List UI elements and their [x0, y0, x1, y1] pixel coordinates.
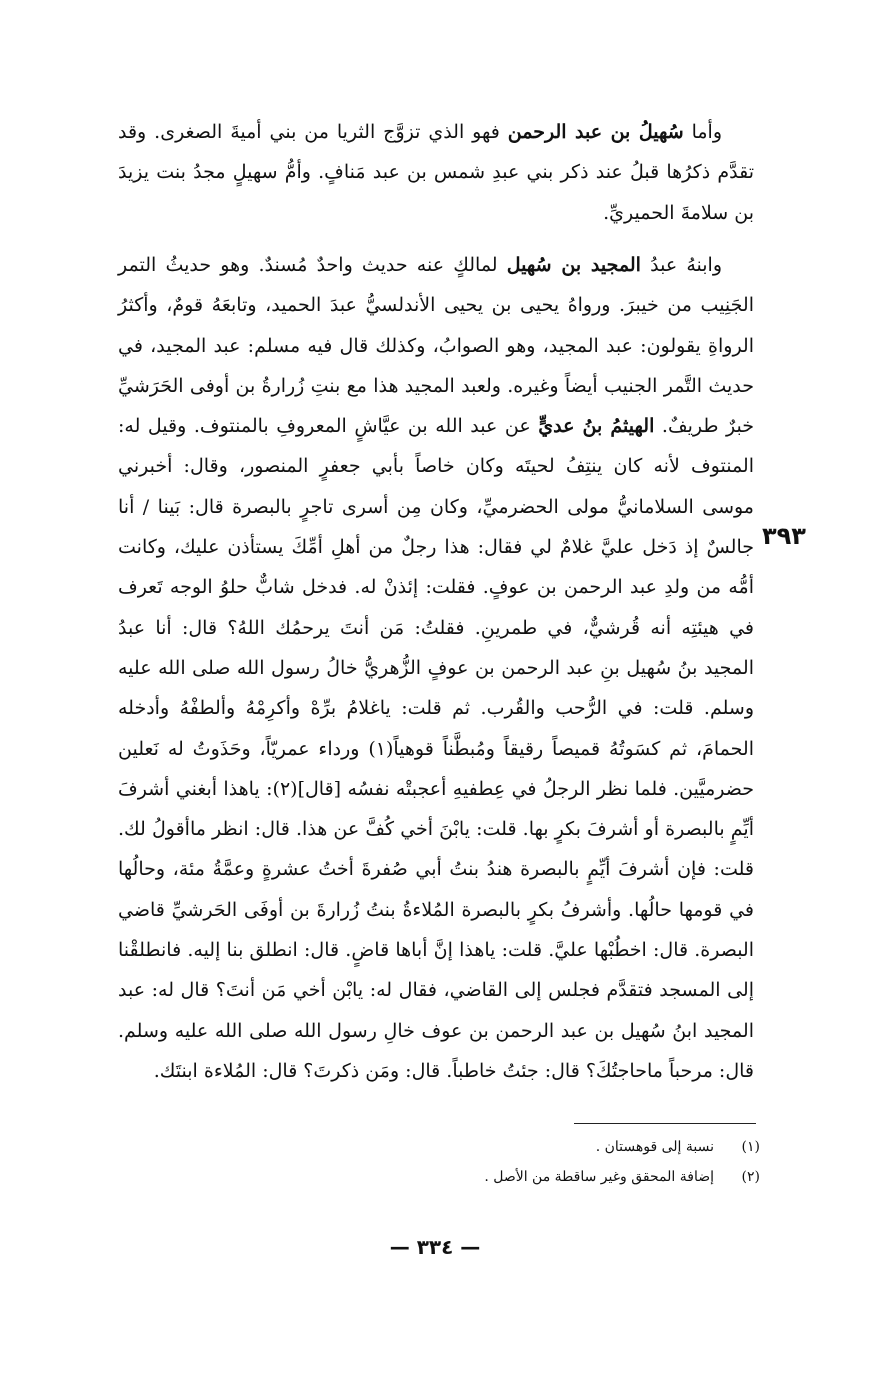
footnote-divider: [574, 1123, 756, 1124]
paragraph1-lead: وأما: [691, 121, 722, 143]
footnote-2: [300, 1162, 760, 1192]
paragraph2-text-a: لمالكٍ عنه حديث واحدٌ مُسندٌ. وهو حديثُ التمر الجَنِيب من خيبرَ. ورواهُ يحيى بن يحيى الأندلسيُّ عبدَ الحميد، وتابعَهُ قومٌ، وأكثرُ الرواةِ يقولون: عبد المجيد، وهو الصوابُ، وكذلك قال فيه مسلم: عبد المجيد، في حديث التَّمر الجنيب أيضاً وغيره. ولعبد المجيد هذا مع بنتِ زُرارةُ بن أوفى الحَرَشيِّ خبرٌ طريفٌ.: [118, 254, 755, 438]
name-al-haytham: الهيثمُ بنُ عديٍّ: [538, 415, 655, 438]
footnote-number: (١): [741, 1139, 760, 1155]
paragraph-suhayl: [118, 112, 754, 233]
page-number: — ٣٣٤ —: [389, 1235, 481, 1259]
paragraph-abd-al-majid: [118, 245, 754, 1091]
name-abd-al-majid: المجيد بن سُهيل: [506, 254, 641, 276]
margin-page-reference: ٣٩٣: [762, 522, 806, 550]
paragraph1-text: فهو الذي تزوَّج الثريا من بني أميةَ الصغرى. وقد تقدَّم ذكرُها قبلُ عند ذكر بني عبدِ شمس بن عبد مَنافٍ. وأمُّ سهيلٍ مجدُ بنت يزيدَ بن سلامةَ الحميريِّ.: [118, 121, 754, 224]
paragraph2-lead: وابنهُ عبدُ: [650, 254, 723, 276]
paragraph2-text-b: عن عبد الله بن عيَّاشٍ المعروفِ بالمنتوف. وقيل له: المنتوف لأنه كان ينتِفُ لحيتَه وكان خاصاً بأبي جعفرٍ المنصور، وقال: أخبرني موسى السلامانيُّ مولى الحضرميِّ، وكان مِن أسرى تاجرٍ بالبصرة قال: بَينا / أنا جالسٌ إذ دَخل عليَّ غلامٌ لي فقال: هذا رجلٌ من أهلِ أمِّكَ يستأذن عليك، وكانت أمُّه من ولدِ عبد الرحمن بن عوفٍ. فقلت: إئذنْ له. فدخل شابٌّ حلوُ الوجه تَعرف في هيئتِه أنه قُرشيٌّ، في طمرينِ. فقلتُ: مَن أنتَ يرحمُك اللهُ؟ قال: أنا عبدُ المجيد بنُ سُهيل بنِ عبد الرحمن بن عوفٍ الزُّهريُّ خالُ رسول الله صلى الله عليه وسلم. قلت: في الرُّحب والقُرب. ثم قلت: ياغلامُ برِّهْ وأكرِمْهُ وألطفْهُ وأدخله الحمامَ، ثم كسَوتُهُ قميصاً رقيقاً ومُبطَّناً قوهياً(١) ورداء عمريّاً، وحَذَوتُ له نَعلين حضرميَّين. فلما نظر الرجلُ في عِطفيهِ أعجبتْه نفسُه [قال](٢): ياهذا أبغني أشرفَ أيِّمٍ بالبصرة أو أشرفَ بكرٍ بها. قلت: يابْنَ أخي كُفَّ عن هذا. قال: انظر ماأقولُ لك. قلت: فإن أشرفَ أيِّمٍ بالبصرة هندُ بنتُ أبي صُفرةَ أختُ عشرةٍ وعمَّةُ مئة، وحالُها في قومها حالُها. وأشرفُ بكرٍ بالبصرة المُلاءةُ بنتُ زُرارةَ بن أوفَى الحَرشيِّ قاضي البصرة. قال: اخطُبْها عليَّ. قلت: ياهذا إنَّ أباها قاضٍ. قال: انطلق بنا إليه. فانطلقْنا إلى المسجد فتقدَّم فجلس إلى القاضي، فقال له: يابْن أخي مَن أنتَ؟ قال له: عبد المجيد ابنُ سُهيل بن عبد الرحمن بن عوف خالِ رسول الله صلى الله عليه وسلم. قال: مرحباً ماحاجتُكَ؟ قال: جئتُ خاطباً. قال: ومَن ذكرتَ؟ قال: المُلاءة ابنتَك.: [118, 415, 754, 1082]
footnote-text: نسبة إلى قوهستان .: [595, 1139, 714, 1155]
footnote-1: [300, 1132, 760, 1162]
footnote-text: إضافة المحقق وغير ساقطة من الأصل .: [484, 1169, 714, 1185]
footnotes: [300, 1132, 760, 1192]
name-suhayl: سُهيلُ بن عبد الرحمن: [507, 121, 684, 143]
footnote-number: (٢): [741, 1169, 760, 1185]
